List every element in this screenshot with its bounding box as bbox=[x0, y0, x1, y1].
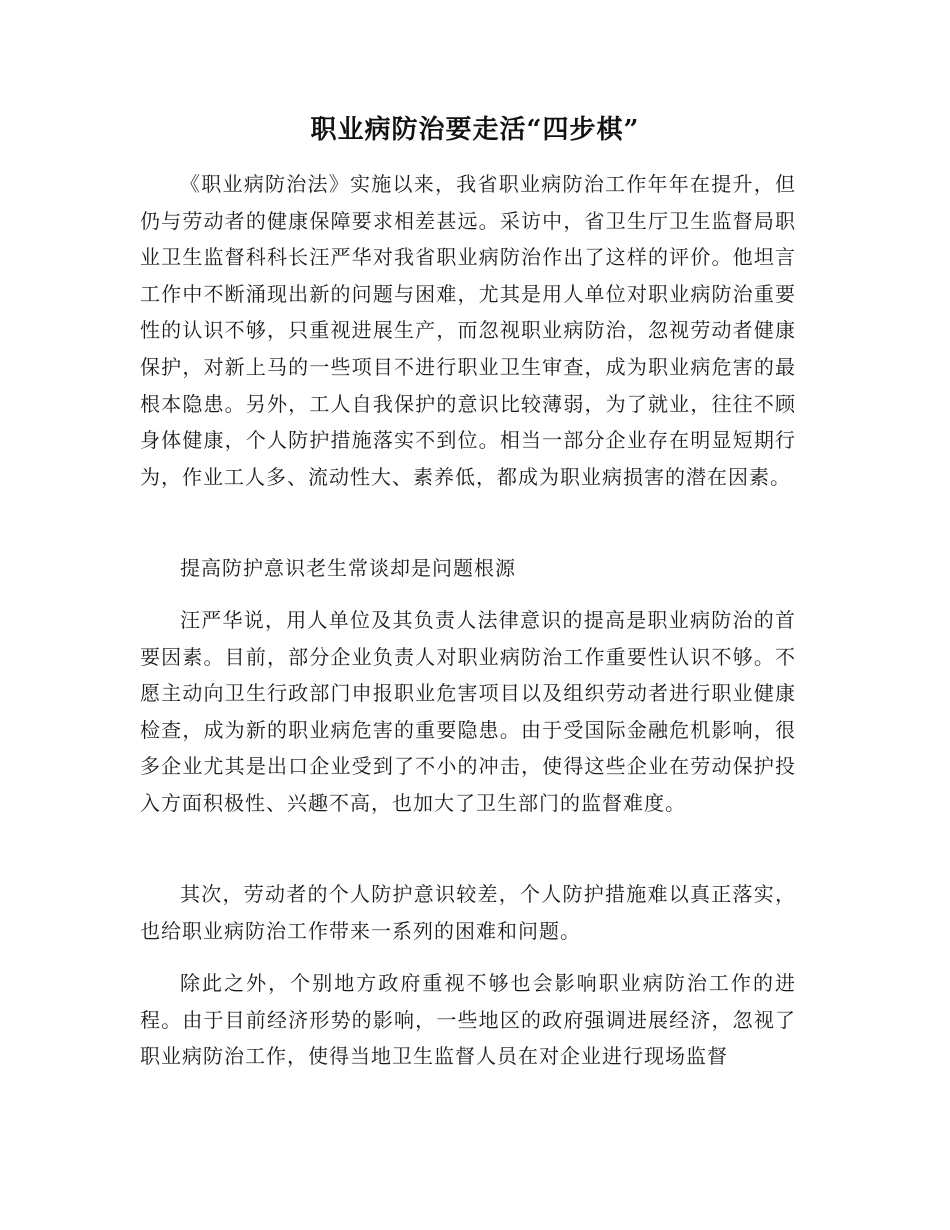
document-title: 职业病防治要走活“四步棋” bbox=[310, 115, 640, 145]
paragraph-government-attention bbox=[140, 965, 796, 1075]
paragraph-text: 其次，劳动者的个人防护意识较差，个人防护措施难以真正落实，也给职业病防治工作带来一系列的困难和问题。 bbox=[140, 882, 796, 943]
paragraph-legal-awareness bbox=[140, 602, 796, 822]
paragraph-personal-protection bbox=[140, 876, 796, 949]
section-heading bbox=[140, 550, 796, 587]
paragraph-text: 除此之外，个别地方政府重视不够也会影响职业病防治工作的进程。由于目前经济形势的影响，一些地区的政府强调进展经济，忽视了职业病防治工作，使得当地卫生监督人员在对企业进行现场监督 bbox=[140, 971, 796, 1069]
section-heading-text: 提高防护意识老生常谈却是问题根源 bbox=[180, 556, 516, 580]
paragraph-intro bbox=[140, 166, 796, 495]
paragraph-text: 汪严华说，用人单位及其负责人法律意识的提高是职业病防治的首要因素。目前，部分企业负责人对职业病防治工作重要性认识不够。不愿主动向卫生行政部门申报职业危害项目以及组织劳动者进行职业健康检查，成为新的职业病危害的重要隐患。由于受国际金融危机影响，很多企业尤其是出口企业受到了不小的冲击，使得这些企业在劳动保护投入方面积极性、兴趣不高，也加大了卫生部门的监督难度。 bbox=[140, 608, 796, 815]
paragraph-text: 《职业病防治法》实施以来，我省职业病防治工作年年在提升，但仍与劳动者的健康保障要求相差甚远。采访中，省卫生厅卫生监督局职业卫生监督科科长汪严华对我省职业病防治作出了这样的评价。他坦言工作中不断涌现出新的问题与困难，尤其是用人单位对职业病防治重要性的认识不够，只重视进展生产，而忽视职业病防治，忽视劳动者健康保护，对新上马的一些项目不进行职业卫生审查，成为职业病危害的最根本隐患。另外，工人自我保护的意识比较薄弱，为了就业，往往不顾身体健康，个人防护措施落实不到位。相当一部分企业存在明显短期行为，作业工人多、流动性大、素养低，都成为职业病损害的潜在因素。 bbox=[140, 172, 796, 489]
